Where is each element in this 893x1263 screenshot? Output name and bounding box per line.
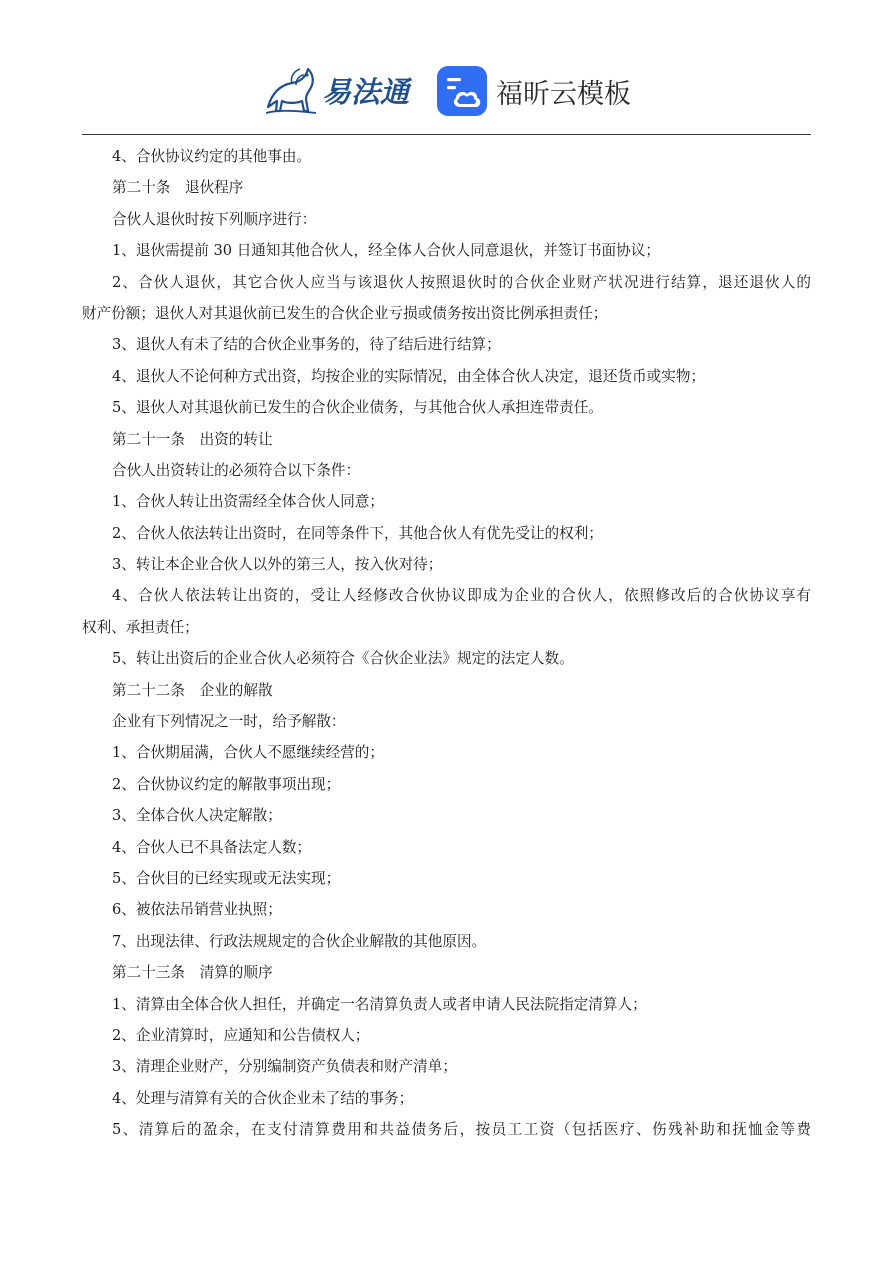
text-line: 3、清理企业财产，分别编制资产负债表和财产清单； bbox=[112, 1058, 457, 1076]
text-line: 合伙人退伙时按下列顺序进行： bbox=[112, 210, 317, 228]
text-line: 4、处理与清算有关的合伙企业未了结的事务； bbox=[112, 1089, 414, 1107]
text-line: 3、转让本企业合伙人以外的第三人，按入伙对待； bbox=[112, 556, 443, 574]
yifatong-brand-text: 易法通 bbox=[322, 74, 410, 109]
text-line: 5、转让出资后的企业合伙人必须符合《合伙企业法》规定的法定人数。 bbox=[112, 650, 574, 668]
text-line: 5、合伙目的已经实现或无法实现； bbox=[112, 869, 341, 887]
text-line: 2、合伙人依法转让出资时，在同等条件下，其他合伙人有优先受让的权利； bbox=[112, 524, 603, 542]
text-line: 第二十三条 清算的顺序 bbox=[112, 964, 273, 982]
text-line: 第二十二条 企业的解散 bbox=[112, 681, 273, 699]
text-line: 2、合伙人退伙，其它合伙人应当与该退伙人按照退伙时的合伙企业财产状况进行结算，退还退伙人的 bbox=[112, 273, 811, 291]
text-line: 4、合伙人已不具备法定人数； bbox=[112, 838, 312, 856]
text-line: 7、出现法律、行政法规规定的合伙企业解散的其他原因。 bbox=[112, 932, 487, 950]
text-line: 5、清算后的盈余，在支付清算费用和共益债务后，按员工工资（包括医疗、伤残补助和抚恤金等费 bbox=[112, 1121, 811, 1139]
text-line: 6、被依法吊销营业执照； bbox=[112, 901, 282, 919]
text-line: 财产份额；退伙人对其退伙前已发生的合伙企业亏损或债务按出资比例承担责任； bbox=[82, 304, 608, 322]
text-line: 3、全体合伙人决定解散； bbox=[112, 807, 282, 825]
foxit-cloud-template-logo bbox=[436, 64, 631, 118]
cloud-document-icon bbox=[436, 65, 488, 117]
header-divider bbox=[82, 134, 811, 135]
text-line: 2、合伙协议约定的解散事项出现； bbox=[112, 775, 341, 793]
yifatong-logo bbox=[262, 62, 409, 118]
text-line: 合伙人出资转让的必须符合以下条件： bbox=[112, 461, 361, 479]
text-line: 4、退伙人不论何种方式出资，均按企业的实际情况，由全体合伙人决定，退还货币或实物； bbox=[112, 367, 706, 385]
text-line: 第二十一条 出资的转让 bbox=[112, 430, 273, 448]
text-line: 4、合伙人依法转让出资的，受让人经修改合伙协议即成为企业的合伙人，依照修改后的合伙协议享有 bbox=[112, 587, 811, 605]
document-body bbox=[82, 141, 811, 1146]
foxit-brand-text: 福昕云模板 bbox=[496, 78, 631, 110]
text-line: 5、退伙人对其退伙前已发生的合伙企业债务，与其他合伙人承担连带责任。 bbox=[112, 399, 603, 417]
text-line: 第二十条 退伙程序 bbox=[112, 179, 244, 197]
text-line: 2、企业清算时，应通知和公告债权人； bbox=[112, 1026, 370, 1044]
text-line: 1、清算由全体合伙人担任，并确定一名清算负责人或者申请人民法院指定清算人； bbox=[112, 995, 647, 1013]
qilin-mascot-icon bbox=[262, 63, 320, 117]
page-header bbox=[0, 0, 893, 136]
text-line: 1、合伙人转让出资需经全体合伙人同意； bbox=[112, 493, 384, 511]
text-line: 4、合伙协议约定的其他事由。 bbox=[112, 148, 312, 165]
text-line: 3、退伙人有未了结的合伙企业事务的，待了结后进行结算； bbox=[112, 336, 501, 354]
text-line: 1、退伙需提前 30 日通知其他合伙人，经全体人合伙人同意退伙，并签订书面协议； bbox=[112, 242, 660, 260]
text-line: 权利、承担责任； bbox=[82, 618, 199, 636]
text-line: 1、合伙期届满，合伙人不愿继续经营的； bbox=[112, 744, 384, 762]
text-line: 企业有下列情况之一时，给予解散： bbox=[112, 713, 346, 731]
